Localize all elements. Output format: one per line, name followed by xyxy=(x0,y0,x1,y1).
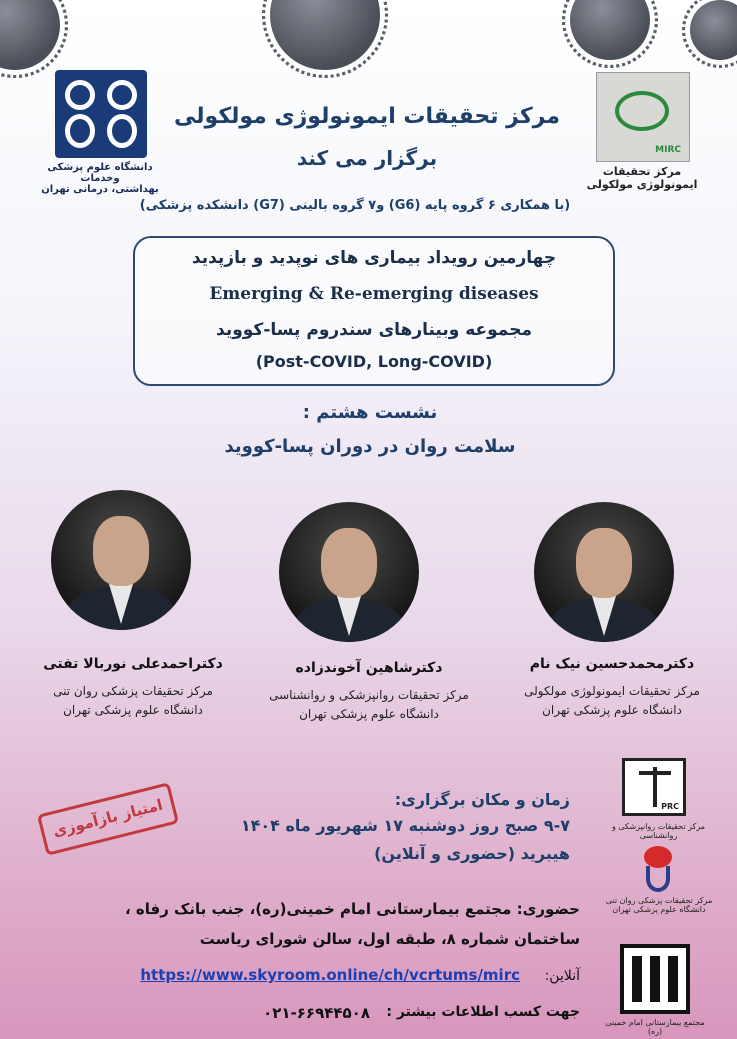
imam-khomeini-logo-label: مجتمع بیمارستانی امام خمینی (ره) xyxy=(605,1018,705,1036)
schedule-heading: زمان و مکان برگزاری: xyxy=(394,790,570,809)
contact-phone[interactable]: ۰۲۱-۶۶۹۴۴۵۰۸ xyxy=(263,1004,370,1022)
venue-line-1: حضوری: مجتمع بیمارستانی امام خمینی(ره)، جنب بانک رفاه ، xyxy=(124,900,580,918)
speaker-photo xyxy=(51,490,191,630)
organizer-subtitle: برگزار می کند xyxy=(296,146,438,170)
imam-khomeini-logo xyxy=(620,944,690,1014)
schedule-time: ۹-۷ صبح روز دوشنبه ۱۷ شهریور ماه ۱۴۰۴ xyxy=(240,816,570,835)
prc-logo-label: مرکز تحقیقات روانپزشکی و روانشناسی xyxy=(611,822,706,840)
speaker-photo xyxy=(279,502,419,642)
tums-logo xyxy=(55,70,147,158)
event-box xyxy=(133,236,615,386)
tums-logo-label: دانشگاه علوم پزشکی وخدمات بهداشتی، درمانی تهران xyxy=(41,162,159,195)
session-label: نشست هشتم : xyxy=(302,402,438,423)
speaker-name: دکترمحمدحسین نیک نام xyxy=(529,656,695,672)
speaker-photo xyxy=(534,502,674,642)
venue-line-2: ساختمان شماره ۸، طبقه اول، سالن شورای ریاست xyxy=(199,930,580,948)
schedule-mode: هیبرید (حضوری و آنلاین) xyxy=(374,844,570,863)
session-topic: سلامت روان در دوران پسا-کووید xyxy=(224,436,516,457)
cme-points-stamp: امتیاز بازآموزی xyxy=(37,782,179,856)
virus-decoration-icon xyxy=(0,0,60,70)
webinar-series-subtitle: (Post-COVID, Long-COVID) xyxy=(255,352,493,371)
speaker-affiliation: مرکز تحقیقات روانپزشکی و روانشناسی دانشگاه علوم پزشکی تهران xyxy=(269,688,469,721)
speaker-affiliation: مرکز تحقیقات ایمونولوژی مولکولی دانشگاه علوم پزشکی تهران xyxy=(524,684,700,717)
mirc-logo: MIRC xyxy=(596,72,690,162)
psychosomatic-logo xyxy=(638,846,678,894)
event-title-fa: چهارمین رویداد بیماری های نوپدید و بازپدید xyxy=(191,248,557,268)
skyroom-link[interactable]: https://www.skyroom.online/ch/vcrtums/mirc xyxy=(140,966,520,984)
mirc-logo-label: مرکز تحقیقات ایمونولوژی مولکولی xyxy=(586,165,698,191)
prc-logo: PRC xyxy=(622,758,686,816)
virus-decoration-icon xyxy=(270,0,380,70)
online-row xyxy=(100,966,580,990)
contact-label: جهت کسب اطلاعات بیشتر : xyxy=(386,1004,580,1020)
virus-decoration-icon xyxy=(570,0,650,60)
virus-decoration-icon xyxy=(690,0,737,60)
psychosomatic-logo-label: مرکز تحقیقات پزشکی روان تنی دانشگاه علوم پزشکی تهران xyxy=(605,896,713,914)
speaker-affiliation: مرکز تحقیقات پزشکی روان تنی دانشگاه علوم پزشکی تهران xyxy=(53,684,213,717)
event-title-en: Emerging & Re-emerging diseases xyxy=(209,284,539,304)
speaker-name: دکترشاهین آخوندزاده xyxy=(295,660,443,676)
speaker-name: دکتراحمدعلی نوربالا تفتی xyxy=(43,656,223,672)
online-label: آنلاین: xyxy=(544,968,580,984)
collaboration-note: (با همکاری ۶ گروه پایه (G6) و۷ گروه بالینی (G7) دانشکده پزشکی) xyxy=(139,198,571,213)
webinar-series-title: مجموعه وبینارهای سندروم پسا-کووید xyxy=(216,320,532,340)
organizer-title: مرکز تحقیقات ایمونولوژی مولکولی xyxy=(174,104,560,129)
